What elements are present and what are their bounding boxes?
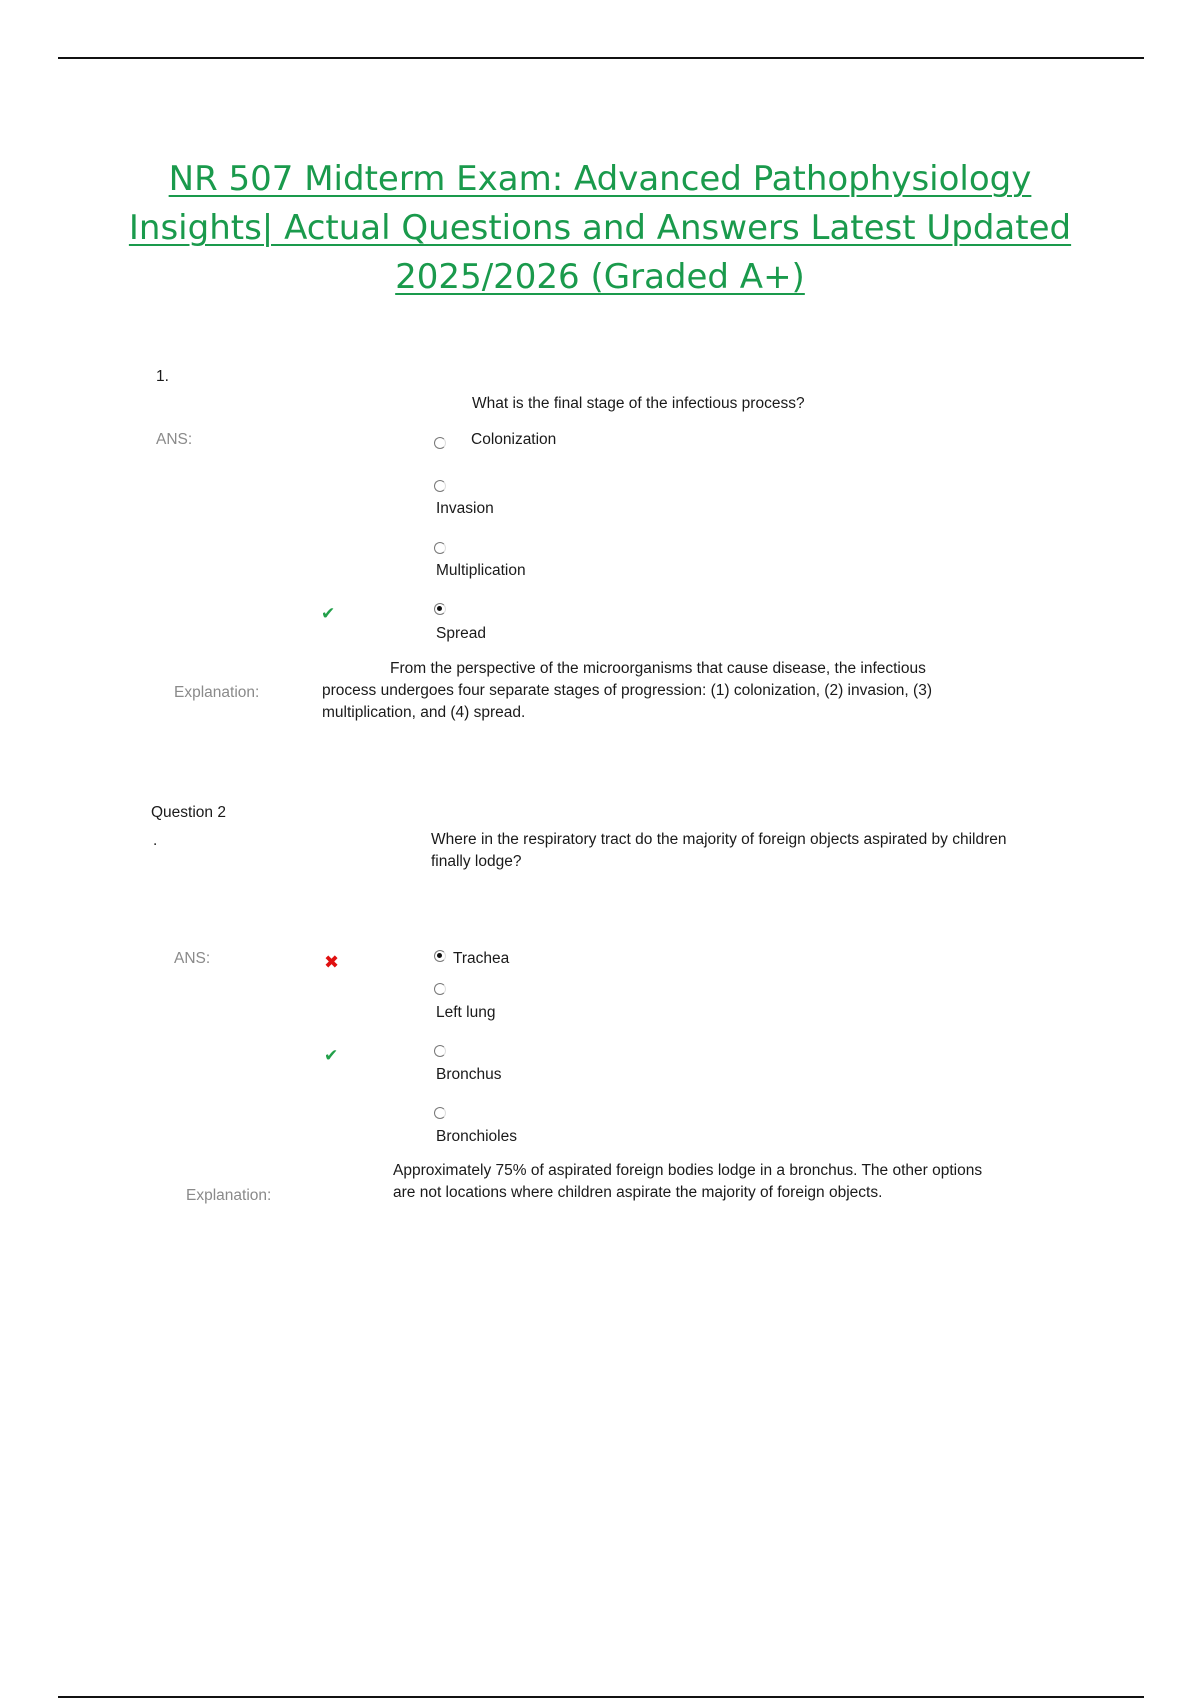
- question-text: Where in the respiratory tract do the majority of foreign objects aspirated by children finally lodge?: [431, 831, 1007, 870]
- option-spread: Spread: [436, 625, 486, 642]
- radio-left-lung[interactable]: [434, 983, 446, 995]
- explanation-label: Explanation:: [186, 1187, 272, 1204]
- question-text: What is the final stage of the infectious process?: [472, 395, 805, 412]
- top-rule: [58, 57, 1144, 59]
- document-title: [120, 155, 1080, 302]
- radio-bronchus[interactable]: [434, 1045, 446, 1057]
- radio-trachea[interactable]: [434, 950, 446, 962]
- ans-label: ANS:: [174, 950, 211, 967]
- question-number: Question 2: [151, 804, 226, 821]
- radio-colonization[interactable]: [434, 437, 446, 449]
- radio-spread[interactable]: [434, 603, 446, 615]
- title-line-3: 2025/2026 (Graded A+): [395, 257, 805, 297]
- option-left-lung: Left lung: [436, 1004, 496, 1021]
- option-bronchioles: Bronchioles: [436, 1128, 517, 1145]
- option-bronchus: Bronchus: [436, 1066, 502, 1083]
- radio-multiplication[interactable]: [434, 542, 446, 554]
- option-multiplication: Multiplication: [436, 562, 526, 579]
- question-dot: .: [153, 832, 158, 849]
- cross-icon: ✖: [324, 952, 340, 972]
- option-invasion: Invasion: [436, 500, 494, 517]
- radio-invasion[interactable]: [434, 480, 446, 492]
- bottom-rule: [58, 1696, 1144, 1698]
- option-trachea: Trachea: [453, 950, 510, 967]
- check-icon: ✔: [321, 604, 336, 623]
- radio-bronchioles[interactable]: [434, 1107, 446, 1119]
- title-line-2: Insights| Actual Questions and Answers Latest Updated: [128, 208, 1072, 248]
- option-colonization: Colonization: [471, 431, 557, 448]
- check-icon: ✔: [324, 1046, 339, 1065]
- question-number: 1.: [156, 368, 169, 385]
- explanation-text: Approximately 75% of aspirated foreign bodies lodge in a bronchus. The other options are not locations where children aspirate the majority of foreign objects.: [393, 1162, 983, 1201]
- explanation-text: From the perspective of the microorganisms that cause disease, the infectious process undergoes four separate stages of progression: (1) colonization, (2) invasion, (3) multiplication, and (4) spread.: [322, 660, 932, 721]
- title-line-1: NR 507 Midterm Exam: Advanced Pathophysiology: [168, 159, 1032, 199]
- ans-label: ANS:: [156, 431, 193, 448]
- explanation-label: Explanation:: [174, 684, 260, 701]
